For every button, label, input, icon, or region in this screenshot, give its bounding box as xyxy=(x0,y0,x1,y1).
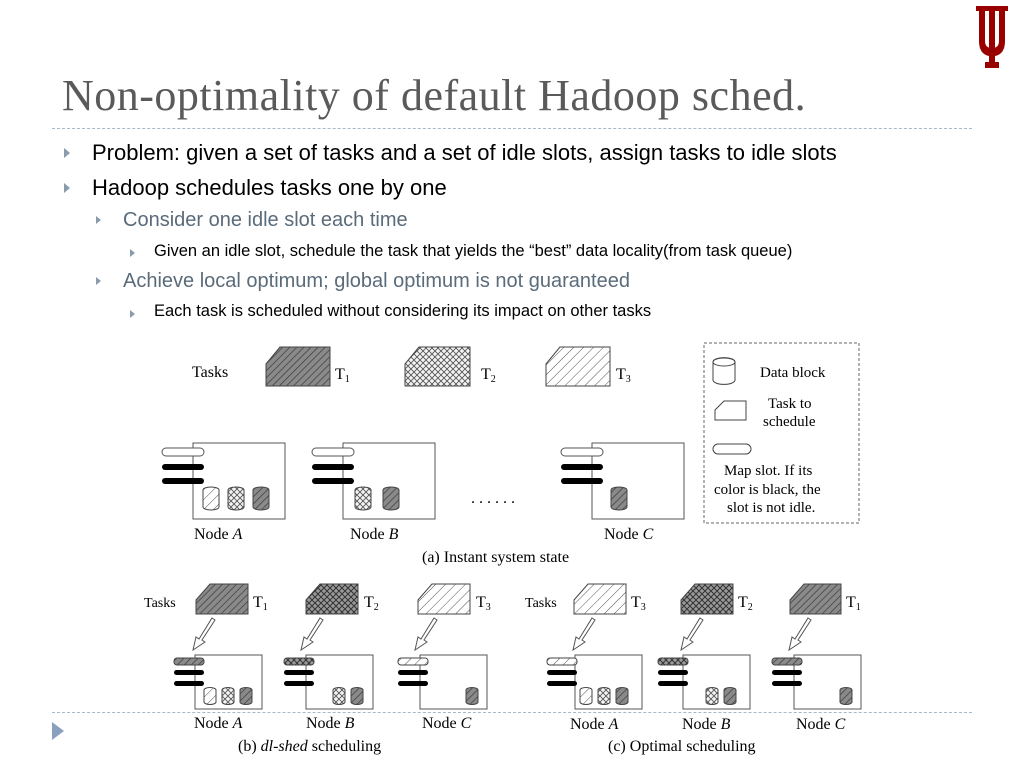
task-t1-shape xyxy=(266,347,330,386)
node-b-label: Node B xyxy=(350,526,399,543)
data-block-icon xyxy=(713,358,735,385)
caption-a: (a) Instant system state xyxy=(422,549,570,566)
svg-text:T2: T2 xyxy=(738,594,753,613)
svg-text:Node C: Node C xyxy=(422,715,472,732)
legend-slot-1: Map slot. If its xyxy=(724,463,813,479)
legend-task-1: Task to xyxy=(768,396,812,412)
slide-title: Non-optimality of default Hadoop sched. xyxy=(62,71,807,120)
bullet-problem: Problem: given a set of tasks and a set of idle slots, assign tasks to idle slots xyxy=(92,140,837,165)
legend-slot-2: color is black, the xyxy=(714,482,821,498)
svg-text:T1: T1 xyxy=(846,594,861,613)
node-a-state xyxy=(162,443,285,519)
bullet-each: Each task is scheduled without considering its impact on other tasks xyxy=(154,302,652,320)
b-node-a xyxy=(174,655,262,709)
tasks-label-b: Tasks xyxy=(144,596,176,611)
svg-text:Node C: Node C xyxy=(796,716,846,733)
map-slot-icon xyxy=(713,444,751,454)
caption-c: (c) Optimal scheduling xyxy=(608,738,756,755)
tasks-label: Tasks xyxy=(192,364,229,381)
svg-text:Node B: Node B xyxy=(306,715,355,732)
node-a-label: Node A xyxy=(194,526,243,543)
task-t1-label: T1 xyxy=(335,366,350,385)
b-node-c xyxy=(398,655,487,709)
legend-data-block: Data block xyxy=(760,365,826,381)
b-node-b xyxy=(284,655,373,709)
svg-text:T2: T2 xyxy=(364,594,379,613)
tasks-label-c: Tasks xyxy=(525,596,557,611)
svg-text:Node B: Node B xyxy=(682,716,731,733)
task-t3-shape xyxy=(546,347,610,386)
task-t2-shape xyxy=(405,347,470,386)
bullet-given: Given an idle slot, schedule the task that yields the “best” data locality(from task queue) xyxy=(154,242,793,260)
task-t3-label: T3 xyxy=(616,366,631,385)
svg-text:T1: T1 xyxy=(253,594,268,613)
node-c-state xyxy=(561,443,684,519)
footer-divider xyxy=(52,712,972,713)
svg-text:Node A: Node A xyxy=(194,715,243,732)
c-node-a xyxy=(547,655,642,709)
task-t2-label: T2 xyxy=(481,366,496,385)
node-b-state xyxy=(312,443,435,519)
bullet-consider: Consider one idle slot each time xyxy=(123,209,408,231)
caption-b: (b) dl-shed scheduling xyxy=(238,738,382,755)
legend-task-2: schedule xyxy=(763,414,816,430)
legend-slot-3: slot is not idle. xyxy=(727,500,816,516)
c-node-b xyxy=(658,655,750,709)
footer-arrow-icon xyxy=(52,722,64,740)
bullet-hadoop: Hadoop schedules tasks one by one xyxy=(92,175,447,200)
svg-text:T3: T3 xyxy=(476,594,491,613)
node-c-label: Node C xyxy=(604,526,654,543)
legend-box xyxy=(704,343,859,523)
c-node-c xyxy=(772,655,861,709)
nodes-ellipsis: . . . . . . xyxy=(471,490,515,507)
bullet-achieve: Achieve local optimum; global optimum is not guaranteed xyxy=(123,270,630,292)
svg-text:Node A: Node A xyxy=(570,716,619,733)
svg-text:T3: T3 xyxy=(631,594,646,613)
